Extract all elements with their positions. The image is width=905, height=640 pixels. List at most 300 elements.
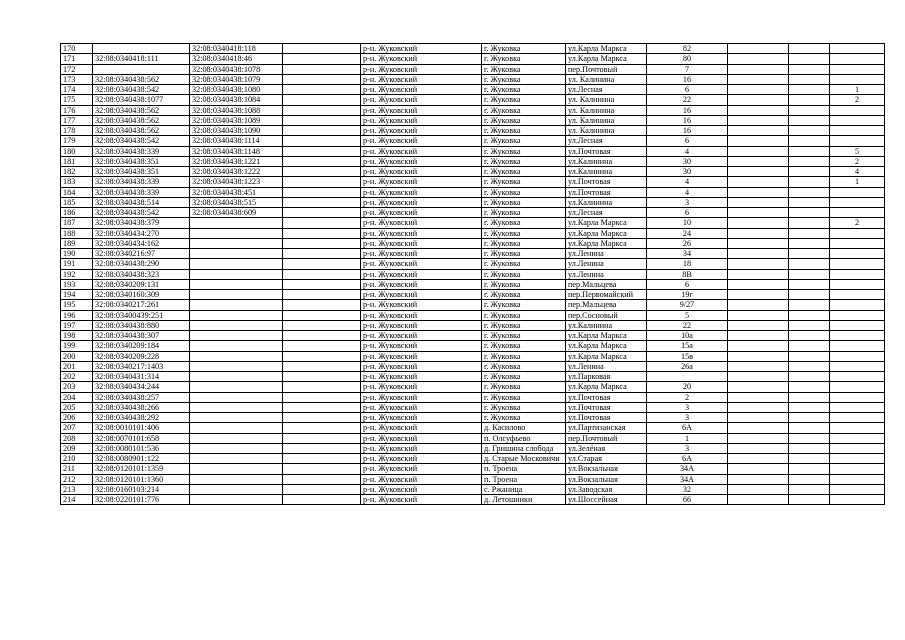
row-number-cell: 173 <box>61 74 93 84</box>
blank-cell <box>283 238 361 248</box>
table-row <box>61 126 885 136</box>
settlement-cell: г. Жуковка <box>482 269 566 279</box>
settlement-cell: г. Жуковка <box>482 218 566 228</box>
district-cell: р-н. Жуковский <box>361 249 482 259</box>
settlement-cell: г. Жуковка <box>482 156 566 166</box>
cadastral-number-cell: 32:08:0340438:1079 <box>190 74 283 84</box>
count-cell <box>830 208 885 218</box>
settlement-cell: г. Жуковка <box>482 259 566 269</box>
count-cell <box>830 310 885 320</box>
row-number-cell: 202 <box>61 372 93 382</box>
street-cell: ул.Карла Маркса <box>566 238 647 248</box>
row-number-cell: 183 <box>61 177 93 187</box>
table-row <box>61 167 885 177</box>
parent-cadastral-cell: 32:08:0340438:307 <box>93 331 190 341</box>
settlement-cell: г. Жуковка <box>482 382 566 392</box>
district-cell: р-н. Жуковский <box>361 228 482 238</box>
blank-cell <box>728 300 789 310</box>
district-cell: р-н. Жуковский <box>361 64 482 74</box>
blank-cell <box>283 361 361 371</box>
blank-cell <box>789 136 830 146</box>
blank-cell <box>789 126 830 136</box>
house-number-cell: 15а <box>647 341 728 351</box>
street-cell: ул.Зелёная <box>566 443 647 453</box>
parent-cadastral-cell: 32:08:0340418:111 <box>93 54 190 64</box>
blank-cell <box>283 372 361 382</box>
settlement-cell: г. Жуковка <box>482 331 566 341</box>
street-cell: ул.Вокзальная <box>566 464 647 474</box>
blank-cell <box>789 156 830 166</box>
house-number-cell: 6 <box>647 85 728 95</box>
house-number-cell: 22 <box>647 95 728 105</box>
house-number-cell: 19г <box>647 290 728 300</box>
house-number-cell: 6 <box>647 279 728 289</box>
blank-cell <box>728 310 789 320</box>
settlement-cell: г. Жуковка <box>482 402 566 412</box>
street-cell: пер.Почтовый <box>566 433 647 443</box>
blank-cell <box>728 484 789 494</box>
settlement-cell: г. Жуковка <box>482 290 566 300</box>
blank-cell <box>728 115 789 125</box>
settlement-cell: д. Гришина слобода <box>482 443 566 453</box>
settlement-cell: п. Олсуфьево <box>482 433 566 443</box>
settlement-cell: г. Жуковка <box>482 351 566 361</box>
street-cell: ул.Партизанская <box>566 423 647 433</box>
house-number-cell: 34А <box>647 464 728 474</box>
parent-cadastral-cell: 32:08:0340438:880 <box>93 320 190 330</box>
table-row <box>61 300 885 310</box>
blank-cell <box>283 392 361 402</box>
blank-cell <box>283 495 361 505</box>
house-number-cell: 34А <box>647 474 728 484</box>
blank-cell <box>283 382 361 392</box>
blank-cell <box>728 372 789 382</box>
house-number-cell: 10 <box>647 218 728 228</box>
blank-cell <box>728 249 789 259</box>
count-cell <box>830 290 885 300</box>
blank-cell <box>728 64 789 74</box>
row-number-cell: 180 <box>61 146 93 156</box>
blank-cell <box>283 115 361 125</box>
settlement-cell: г. Жуковка <box>482 197 566 207</box>
blank-cell <box>283 208 361 218</box>
house-number-cell: 6А <box>647 423 728 433</box>
street-cell: ул.Почтовая <box>566 177 647 187</box>
cadastral-number-cell: 32:08:0340438:1090 <box>190 126 283 136</box>
row-number-cell: 194 <box>61 290 93 300</box>
cadastral-number-cell <box>190 474 283 484</box>
count-cell <box>830 105 885 115</box>
street-cell: ул.Почтовая <box>566 392 647 402</box>
settlement-cell: г. Жуковка <box>482 372 566 382</box>
street-cell: ул.Почтовая <box>566 187 647 197</box>
table-row <box>61 218 885 228</box>
cadastral-number-cell <box>190 464 283 474</box>
parent-cadastral-cell: 32:08:0340438:257 <box>93 392 190 402</box>
blank-cell <box>728 392 789 402</box>
cadastral-number-cell <box>190 372 283 382</box>
blank-cell <box>728 269 789 279</box>
street-cell: ул.Лесная <box>566 85 647 95</box>
register-table <box>60 43 885 505</box>
parent-cadastral-cell: 32:08:0340217:261 <box>93 300 190 310</box>
parent-cadastral-cell: 32:08:0340209:228 <box>93 351 190 361</box>
blank-cell <box>789 238 830 248</box>
house-number-cell: 16 <box>647 105 728 115</box>
blank-cell <box>789 454 830 464</box>
settlement-cell: г. Жуковка <box>482 136 566 146</box>
blank-cell <box>728 474 789 484</box>
street-cell: ул. Калинина <box>566 126 647 136</box>
street-cell: ул.Почтовая <box>566 146 647 156</box>
row-number-cell: 187 <box>61 218 93 228</box>
street-cell: ул.Вокзальная <box>566 474 647 484</box>
cadastral-number-cell: 32:08:0340438:1088 <box>190 105 283 115</box>
settlement-cell: д. Старые Московичи <box>482 454 566 464</box>
blank-cell <box>283 300 361 310</box>
parent-cadastral-cell: 32:08:0340160:309 <box>93 290 190 300</box>
blank-cell <box>283 423 361 433</box>
house-number-cell: 16 <box>647 126 728 136</box>
blank-cell <box>789 372 830 382</box>
cadastral-number-cell: 32:08:0340438:1080 <box>190 85 283 95</box>
table-row <box>61 464 885 474</box>
row-number-cell: 175 <box>61 95 93 105</box>
district-cell: р-н. Жуковский <box>361 320 482 330</box>
street-cell: ул.Карла Маркса <box>566 218 647 228</box>
house-number-cell: 6 <box>647 208 728 218</box>
parent-cadastral-cell: 32:08:0340438:266 <box>93 402 190 412</box>
table-row <box>61 279 885 289</box>
district-cell: р-н. Жуковский <box>361 495 482 505</box>
blank-cell <box>728 351 789 361</box>
table-row <box>61 54 885 64</box>
blank-cell <box>728 126 789 136</box>
settlement-cell: д. Летошники <box>482 495 566 505</box>
parent-cadastral-cell: 32:08:0120101:1360 <box>93 474 190 484</box>
count-cell <box>830 126 885 136</box>
settlement-cell: г. Жуковка <box>482 392 566 402</box>
parent-cadastral-cell: 32:08:0340434:244 <box>93 382 190 392</box>
cadastral-number-cell <box>190 351 283 361</box>
blank-cell <box>789 95 830 105</box>
table-row <box>61 433 885 443</box>
house-number-cell: 26 <box>647 238 728 248</box>
settlement-cell: г. Жуковка <box>482 85 566 95</box>
count-cell: 2 <box>830 218 885 228</box>
house-number-cell: 3 <box>647 402 728 412</box>
settlement-cell: г. Жуковка <box>482 44 566 54</box>
parent-cadastral-cell: 32:08:0340438:562 <box>93 74 190 84</box>
street-cell: ул. Калинина <box>566 74 647 84</box>
cadastral-number-cell <box>190 392 283 402</box>
blank-cell <box>789 474 830 484</box>
cadastral-number-cell <box>190 382 283 392</box>
parent-cadastral-cell: 32:08:0160103:214 <box>93 484 190 494</box>
settlement-cell: г. Жуковка <box>482 341 566 351</box>
settlement-cell: д. Касилово <box>482 423 566 433</box>
settlement-cell: г. Жуковка <box>482 167 566 177</box>
blank-cell <box>789 484 830 494</box>
row-number-cell: 170 <box>61 44 93 54</box>
district-cell: р-н. Жуковский <box>361 105 482 115</box>
blank-cell <box>728 423 789 433</box>
street-cell: пер.Мальцева <box>566 279 647 289</box>
row-number-cell: 206 <box>61 413 93 423</box>
blank-cell <box>283 464 361 474</box>
blank-cell <box>283 197 361 207</box>
blank-cell <box>283 351 361 361</box>
district-cell: р-н. Жуковский <box>361 208 482 218</box>
house-number-cell: 16 <box>647 115 728 125</box>
house-number-cell: 4 <box>647 146 728 156</box>
house-number-cell: 20 <box>647 382 728 392</box>
blank-cell <box>728 177 789 187</box>
blank-cell <box>283 85 361 95</box>
district-cell: р-н. Жуковский <box>361 290 482 300</box>
blank-cell <box>728 167 789 177</box>
house-number-cell: 16 <box>647 74 728 84</box>
settlement-cell: г. Жуковка <box>482 64 566 74</box>
table-row <box>61 495 885 505</box>
parent-cadastral-cell: 32:08:0340438:542 <box>93 85 190 95</box>
blank-cell <box>728 495 789 505</box>
blank-cell <box>283 331 361 341</box>
count-cell <box>830 259 885 269</box>
district-cell: р-н. Жуковский <box>361 392 482 402</box>
blank-cell <box>728 464 789 474</box>
table-row <box>61 351 885 361</box>
count-cell <box>830 115 885 125</box>
count-cell <box>830 392 885 402</box>
table-row <box>61 454 885 464</box>
table-row <box>61 74 885 84</box>
district-cell: р-н. Жуковский <box>361 238 482 248</box>
table-row <box>61 372 885 382</box>
district-cell: р-н. Жуковский <box>361 54 482 64</box>
street-cell: ул.Калинина <box>566 156 647 166</box>
street-cell: ул.Калинина <box>566 320 647 330</box>
parent-cadastral-cell: 32:08:0340217:1403 <box>93 361 190 371</box>
table-row <box>61 310 885 320</box>
street-cell: пер.Мальцева <box>566 300 647 310</box>
district-cell: р-н. Жуковский <box>361 474 482 484</box>
count-cell <box>830 495 885 505</box>
settlement-cell: г. Жуковка <box>482 300 566 310</box>
district-cell: р-н. Жуковский <box>361 279 482 289</box>
blank-cell <box>728 402 789 412</box>
district-cell: р-н. Жуковский <box>361 443 482 453</box>
blank-cell <box>728 85 789 95</box>
count-cell <box>830 331 885 341</box>
settlement-cell: г. Жуковка <box>482 74 566 84</box>
table-row <box>61 269 885 279</box>
house-number-cell: 66 <box>647 495 728 505</box>
table-row <box>61 423 885 433</box>
row-number-cell: 207 <box>61 423 93 433</box>
table-row <box>61 64 885 74</box>
parent-cadastral-cell: 32:08:0340438:562 <box>93 126 190 136</box>
blank-cell <box>789 320 830 330</box>
row-number-cell: 201 <box>61 361 93 371</box>
parent-cadastral-cell: 32:08:0340438:351 <box>93 167 190 177</box>
count-cell <box>830 474 885 484</box>
street-cell: ул.Карла Маркса <box>566 382 647 392</box>
blank-cell <box>789 331 830 341</box>
district-cell: р-н. Жуковский <box>361 372 482 382</box>
table-row <box>61 228 885 238</box>
count-cell <box>830 423 885 433</box>
cadastral-number-cell: 32:08:0340438:1223 <box>190 177 283 187</box>
blank-cell <box>728 218 789 228</box>
blank-cell <box>283 249 361 259</box>
table-row <box>61 197 885 207</box>
count-cell <box>830 64 885 74</box>
blank-cell <box>283 146 361 156</box>
parent-cadastral-cell: 32:08:0340438:562 <box>93 105 190 115</box>
district-cell: р-н. Жуковский <box>361 484 482 494</box>
cadastral-number-cell: 32:08:0340438:515 <box>190 197 283 207</box>
count-cell <box>830 464 885 474</box>
street-cell: ул.Карла Маркса <box>566 228 647 238</box>
blank-cell <box>728 105 789 115</box>
blank-cell <box>728 156 789 166</box>
cadastral-number-cell <box>190 290 283 300</box>
house-number-cell: 30 <box>647 156 728 166</box>
row-number-cell: 213 <box>61 484 93 494</box>
table-body <box>61 44 885 505</box>
settlement-cell: г. Жуковка <box>482 238 566 248</box>
blank-cell <box>789 464 830 474</box>
settlement-cell: г. Жуковка <box>482 177 566 187</box>
blank-cell <box>283 310 361 320</box>
blank-cell <box>789 208 830 218</box>
district-cell: р-н. Жуковский <box>361 351 482 361</box>
district-cell: р-н. Жуковский <box>361 402 482 412</box>
table-row <box>61 382 885 392</box>
count-cell <box>830 454 885 464</box>
blank-cell <box>728 382 789 392</box>
street-cell: ул.Карла Маркса <box>566 341 647 351</box>
street-cell: ул. Калинина <box>566 115 647 125</box>
house-number-cell: 82 <box>647 44 728 54</box>
blank-cell <box>789 341 830 351</box>
row-number-cell: 184 <box>61 187 93 197</box>
blank-cell <box>283 95 361 105</box>
settlement-cell: г. Жуковка <box>482 361 566 371</box>
count-cell <box>830 300 885 310</box>
settlement-cell: г. Жуковка <box>482 320 566 330</box>
row-number-cell: 209 <box>61 443 93 453</box>
house-number-cell: 3 <box>647 197 728 207</box>
table-row <box>61 44 885 54</box>
blank-cell <box>728 320 789 330</box>
count-cell <box>830 382 885 392</box>
district-cell: р-н. Жуковский <box>361 259 482 269</box>
blank-cell <box>789 423 830 433</box>
settlement-cell: г. Жуковка <box>482 105 566 115</box>
table-row <box>61 115 885 125</box>
district-cell: р-н. Жуковский <box>361 382 482 392</box>
cadastral-number-cell: 32:08:0340418:46 <box>190 54 283 64</box>
row-number-cell: 185 <box>61 197 93 207</box>
blank-cell <box>728 228 789 238</box>
settlement-cell: с. Ржаница <box>482 484 566 494</box>
blank-cell <box>728 290 789 300</box>
blank-cell <box>728 146 789 156</box>
blank-cell <box>789 197 830 207</box>
table-row <box>61 320 885 330</box>
count-cell: 5 <box>830 146 885 156</box>
blank-cell <box>789 269 830 279</box>
house-number-cell: 2 <box>647 392 728 402</box>
house-number-cell: 24 <box>647 228 728 238</box>
district-cell: р-н. Жуковский <box>361 187 482 197</box>
row-number-cell: 212 <box>61 474 93 484</box>
row-number-cell: 198 <box>61 331 93 341</box>
row-number-cell: 197 <box>61 320 93 330</box>
blank-cell <box>728 454 789 464</box>
cadastral-number-cell: 32:08:0340438:1148 <box>190 146 283 156</box>
blank-cell <box>789 187 830 197</box>
house-number-cell: 18 <box>647 259 728 269</box>
house-number-cell: 3 <box>647 443 728 453</box>
row-number-cell: 186 <box>61 208 93 218</box>
row-number-cell: 214 <box>61 495 93 505</box>
house-number-cell: 6А <box>647 454 728 464</box>
blank-cell <box>728 331 789 341</box>
row-number-cell: 181 <box>61 156 93 166</box>
parent-cadastral-cell: 32:08:0340438:542 <box>93 208 190 218</box>
district-cell: р-н. Жуковский <box>361 218 482 228</box>
blank-cell <box>283 156 361 166</box>
count-cell: 1 <box>830 85 885 95</box>
blank-cell <box>728 74 789 84</box>
blank-cell <box>283 136 361 146</box>
count-cell <box>830 249 885 259</box>
district-cell: р-н. Жуковский <box>361 464 482 474</box>
parent-cadastral-cell: 32:08:0080101:536 <box>93 443 190 453</box>
blank-cell <box>283 290 361 300</box>
count-cell: 2 <box>830 156 885 166</box>
table-row <box>61 146 885 156</box>
row-number-cell: 193 <box>61 279 93 289</box>
count-cell <box>830 54 885 64</box>
parent-cadastral-cell: 32:08:0340209:131 <box>93 279 190 289</box>
row-number-cell: 199 <box>61 341 93 351</box>
table-row <box>61 249 885 259</box>
table-row <box>61 290 885 300</box>
street-cell: ул.Старая <box>566 454 647 464</box>
table-row <box>61 443 885 453</box>
table-row <box>61 474 885 484</box>
house-number-cell: 9/27 <box>647 300 728 310</box>
house-number-cell: 3 <box>647 413 728 423</box>
district-cell: р-н. Жуковский <box>361 146 482 156</box>
cadastral-number-cell <box>190 300 283 310</box>
row-number-cell: 188 <box>61 228 93 238</box>
house-number-cell <box>647 372 728 382</box>
street-cell: ул.Калинина <box>566 197 647 207</box>
cadastral-number-cell <box>190 320 283 330</box>
blank-cell <box>789 146 830 156</box>
count-cell <box>830 361 885 371</box>
settlement-cell: г. Жуковка <box>482 95 566 105</box>
street-cell: ул.Парковая <box>566 372 647 382</box>
table-row <box>61 341 885 351</box>
street-cell: ул.Ленина <box>566 361 647 371</box>
cadastral-number-cell <box>190 443 283 453</box>
